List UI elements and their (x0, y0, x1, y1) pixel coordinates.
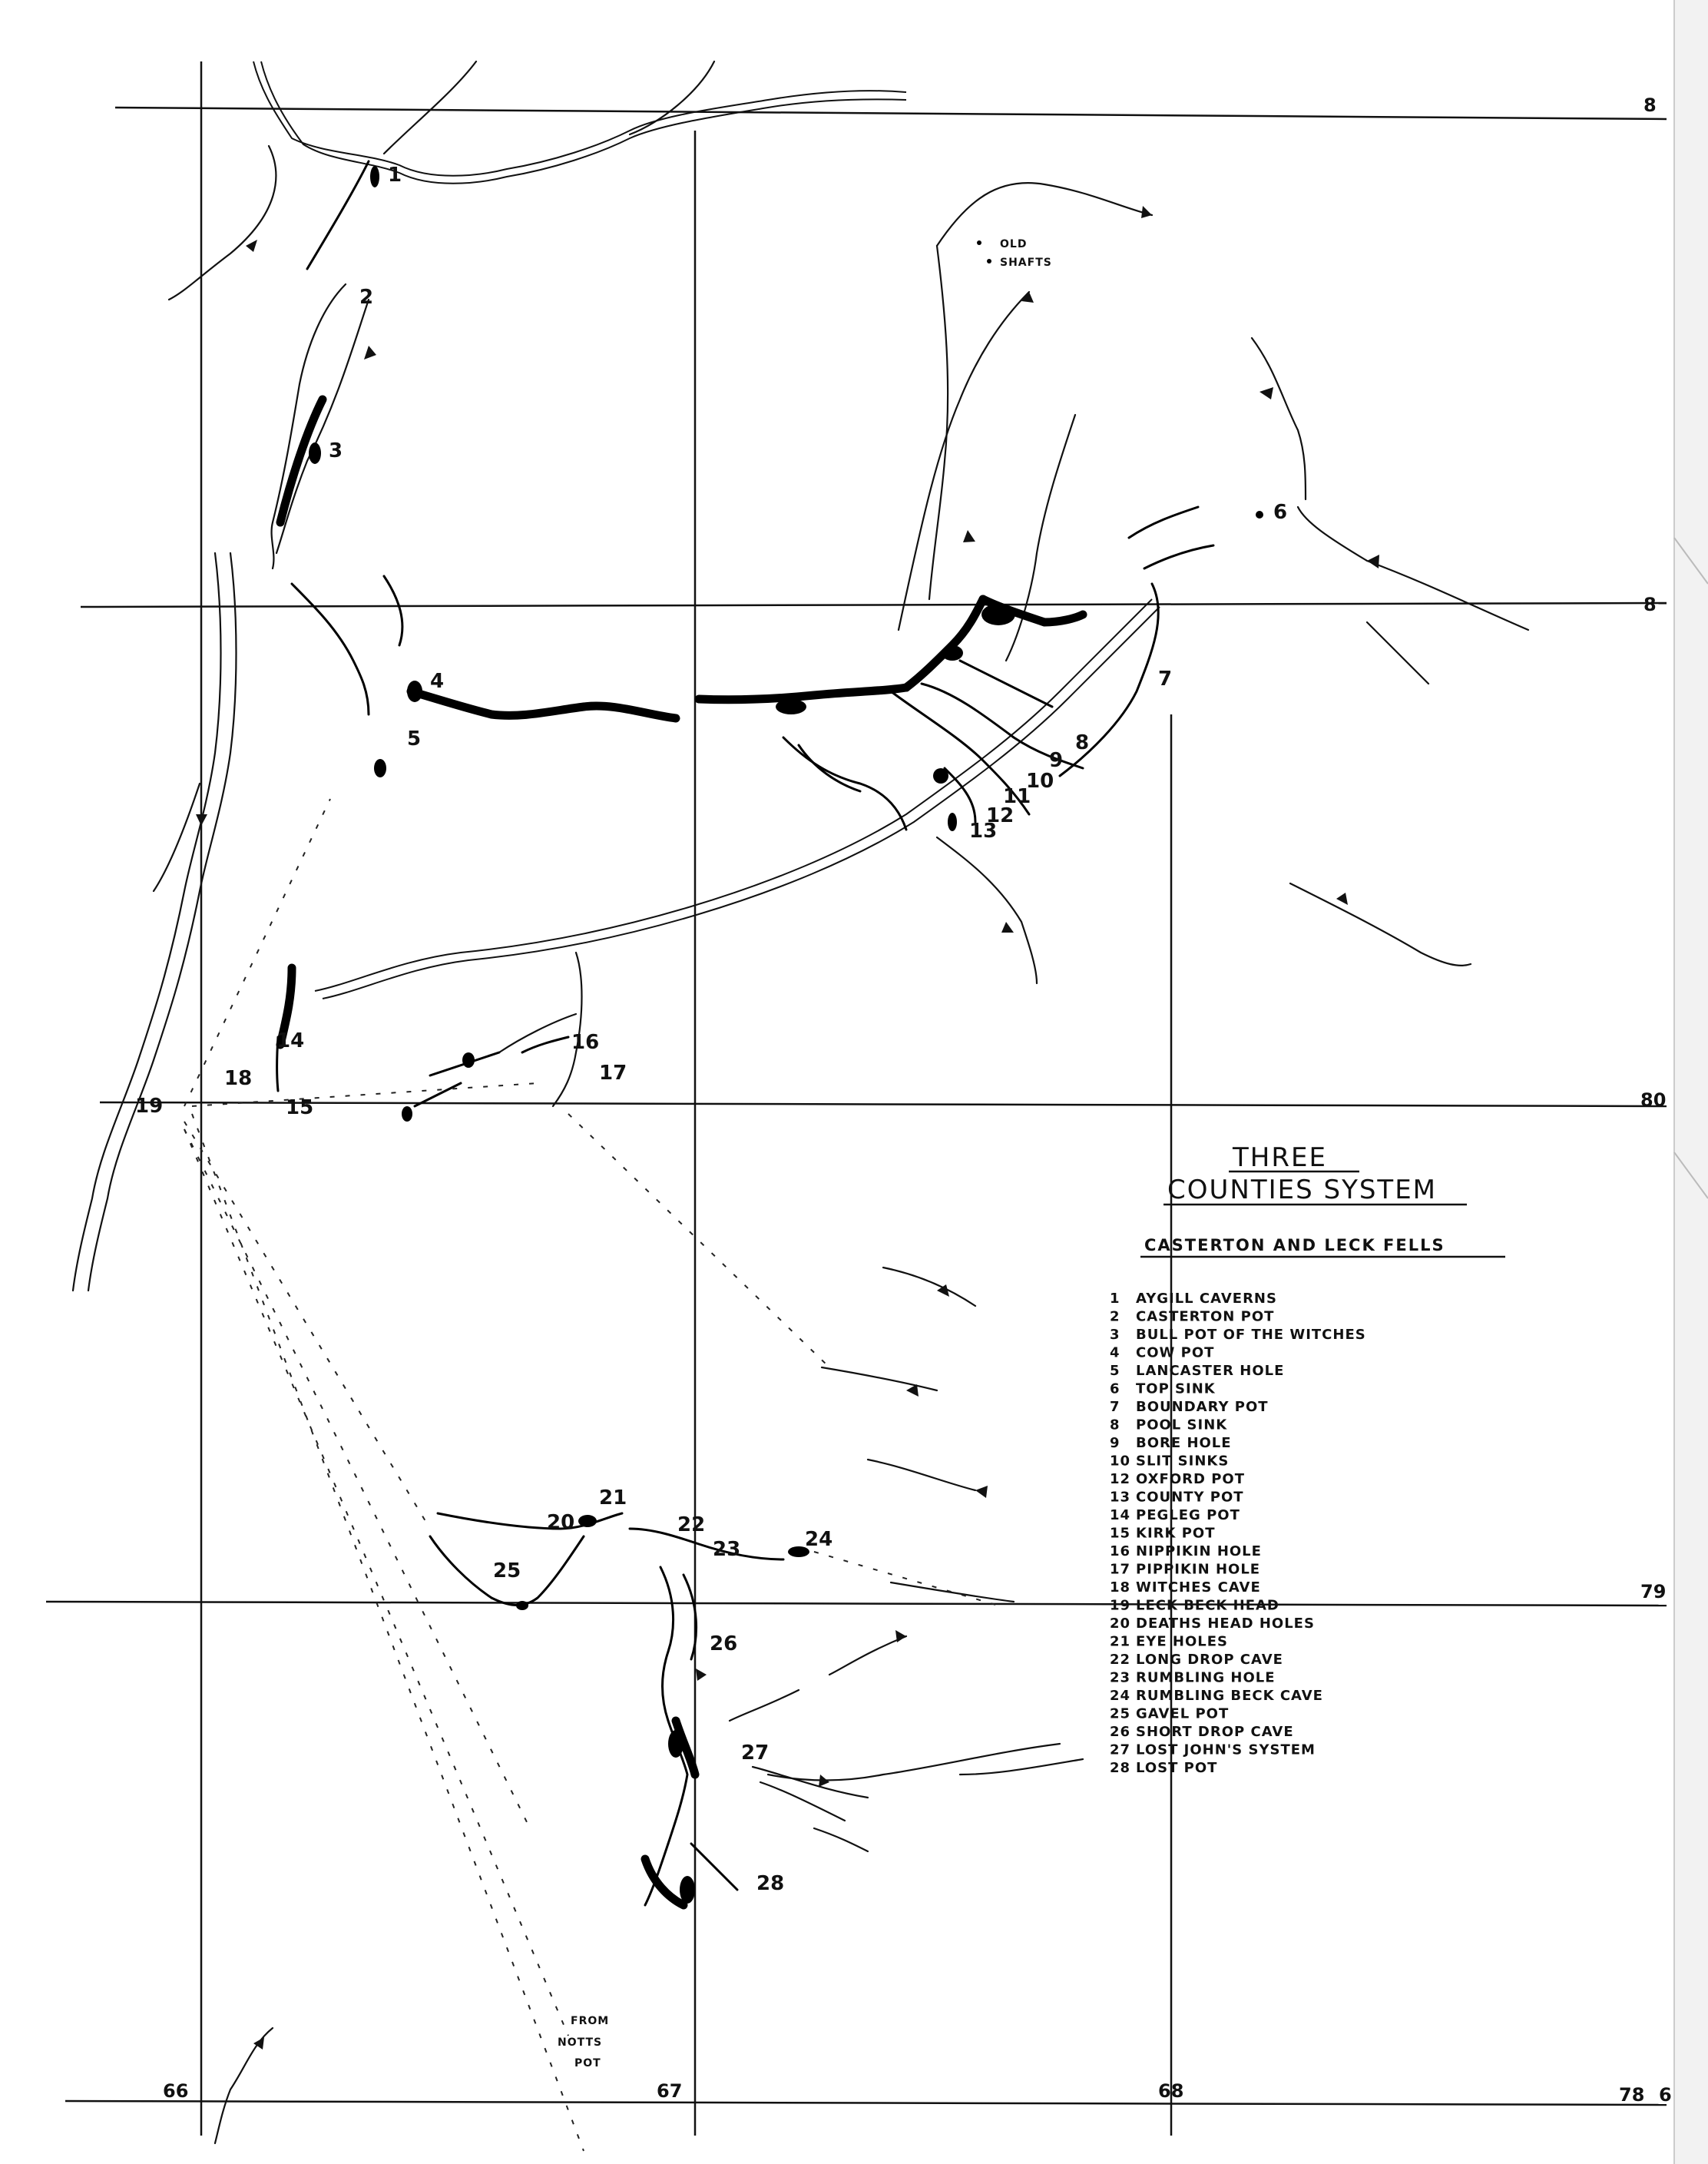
legend-number: 25 (1110, 1705, 1131, 1722)
site-label-26: 26 (710, 1632, 738, 1655)
legend-number: 18 (1110, 1579, 1131, 1596)
notts-pot-label-2: NOTTS (558, 2036, 603, 2049)
legend-site-name: CASTERTON POT (1136, 1308, 1275, 1325)
legend-number: 21 (1110, 1633, 1131, 1650)
legend-site-name: TOP SINK (1136, 1380, 1216, 1397)
legend-number: 9 (1110, 1435, 1120, 1451)
notts-pot-label-1: FROM (571, 2015, 610, 2027)
legend-site-name: LONG DROP CAVE (1136, 1652, 1283, 1668)
legend-number: 19 (1110, 1597, 1131, 1614)
legend-site-name: POOL SINK (1136, 1417, 1228, 1433)
site-label-28: 28 (756, 1872, 785, 1895)
site-label-11: 11 (1003, 785, 1031, 808)
legend-number: 13 (1110, 1489, 1131, 1506)
legend-site-name: DEATHS HEAD HOLES (1136, 1616, 1315, 1632)
legend-number: 20 (1110, 1616, 1131, 1632)
map-title-line-1: THREE (1233, 1142, 1327, 1173)
page-edge (1674, 0, 1708, 2164)
legend-number: 5 (1110, 1363, 1120, 1379)
grid-label-78: 78 (1619, 2084, 1645, 2106)
site-label-4: 4 (430, 670, 445, 693)
legend-site-name: LOST POT (1136, 1760, 1218, 1776)
grid-labels (163, 94, 1672, 2106)
legend-number: 10 (1110, 1453, 1131, 1470)
legend-site-name: NIPPIKIN HOLE (1136, 1543, 1262, 1559)
site-label-20: 20 (547, 1511, 575, 1534)
legend-site-name: AYGILL CAVERNS (1136, 1291, 1277, 1307)
legend-site-name: LANCASTER HOLE (1136, 1363, 1285, 1379)
legend-site-name: BOUNDARY POT (1136, 1399, 1269, 1415)
site-label-13: 13 (969, 820, 998, 843)
site-label-7: 7 (1158, 668, 1173, 691)
map-title-line-2: COUNTIES SYSTEM (1167, 1175, 1438, 1205)
legend-number: 14 (1110, 1507, 1131, 1523)
legend-number: 15 (1110, 1525, 1131, 1542)
legend-site-name: EYE HOLES (1136, 1633, 1228, 1650)
grid-label-right-top: 8 (1643, 94, 1657, 116)
site-label-16: 16 (571, 1031, 600, 1054)
legend-number: 2 (1110, 1308, 1120, 1325)
site-label-9: 9 (1049, 749, 1064, 772)
legend-number: 16 (1110, 1543, 1131, 1559)
legend-number: 1 (1110, 1291, 1120, 1307)
legend-site-name: RUMBLING BECK CAVE (1136, 1688, 1323, 1704)
site-label-10: 10 (1026, 770, 1054, 793)
grid-label-68: 68 (1158, 2080, 1184, 2102)
legend-number: 17 (1110, 1561, 1131, 1578)
legend-number: 12 (1110, 1471, 1131, 1487)
site-label-5: 5 (407, 727, 422, 751)
grid-label-6: 6 (1659, 2084, 1672, 2106)
legend-site-name: SLIT SINKS (1136, 1453, 1230, 1470)
notts-pot-label-3: POT (574, 2057, 601, 2070)
legend-number: 6 (1110, 1380, 1120, 1397)
legend-number: 22 (1110, 1652, 1131, 1668)
legend-site-name: LOST JOHN'S SYSTEM (1136, 1741, 1316, 1758)
grid-label-right-lower: 79 (1640, 1581, 1667, 1602)
underground-connections (184, 799, 998, 2151)
site-label-21: 21 (599, 1486, 627, 1509)
site-label-14: 14 (276, 1029, 305, 1052)
legend-number: 3 (1110, 1327, 1120, 1343)
grid-label-right-mid: 80 (1640, 1089, 1667, 1111)
site-label-1: 1 (388, 164, 402, 187)
site-label-15: 15 (286, 1096, 314, 1119)
grid-label-67: 67 (657, 2080, 683, 2102)
site-label-18: 18 (224, 1067, 253, 1090)
site-label-6: 6 (1273, 501, 1288, 524)
site-label-3: 3 (329, 439, 343, 462)
legend-number: 7 (1110, 1399, 1120, 1415)
legend-site-name: RUMBLING HOLE (1136, 1669, 1276, 1686)
legend-number: 8 (1110, 1417, 1120, 1433)
legend-site-name: PIPPIKIN HOLE (1136, 1561, 1261, 1578)
legend-site-name: SHORT DROP CAVE (1136, 1724, 1294, 1740)
legend-number: 28 (1110, 1760, 1131, 1776)
map-title-block (1140, 1142, 1505, 1257)
legend-site-name: WITCHES CAVE (1136, 1579, 1261, 1596)
site-label-27: 27 (741, 1741, 770, 1765)
site-label-19: 19 (135, 1095, 164, 1118)
old-shafts-label-1: OLD (1000, 238, 1028, 250)
site-label-22: 22 (677, 1513, 706, 1536)
legend-site-name: KIRK POT (1136, 1525, 1216, 1542)
legend-site-name: BORE HOLE (1136, 1435, 1232, 1451)
site-label-17: 17 (599, 1062, 627, 1085)
legend-site-name: GAVEL POT (1136, 1705, 1230, 1722)
site-label-23: 23 (713, 1538, 741, 1561)
legend-site-name: COW POT (1136, 1344, 1215, 1361)
legend-number: 24 (1110, 1688, 1131, 1704)
legend-number: 23 (1110, 1669, 1131, 1686)
site-label-8: 8 (1075, 731, 1090, 754)
legend-site-name: COUNTY POT (1136, 1489, 1244, 1506)
site-legend (1110, 1291, 1366, 1776)
site-label-12: 12 (986, 804, 1015, 827)
legend-site-name: PEGLEG POT (1136, 1507, 1240, 1523)
site-label-24: 24 (805, 1528, 833, 1551)
grid-label-66: 66 (163, 2080, 189, 2102)
legend-site-name: BULL POT OF THE WITCHES (1136, 1327, 1366, 1343)
legend-number: 26 (1110, 1724, 1131, 1740)
legend-number: 4 (1110, 1344, 1120, 1361)
legend-site-name: OXFORD POT (1136, 1471, 1245, 1487)
site-label-25: 25 (493, 1559, 521, 1582)
legend-number: 27 (1110, 1741, 1131, 1758)
old-shafts-label-2: SHAFTS (1000, 257, 1052, 269)
legend-site-name: LECK BECK HEAD (1136, 1597, 1279, 1614)
map-annotations (558, 238, 1052, 2070)
site-label-2: 2 (359, 286, 374, 309)
grid-label-right-upper: 8 (1643, 594, 1657, 615)
map-subtitle: CASTERTON AND LECK FELLS (1144, 1236, 1445, 1254)
